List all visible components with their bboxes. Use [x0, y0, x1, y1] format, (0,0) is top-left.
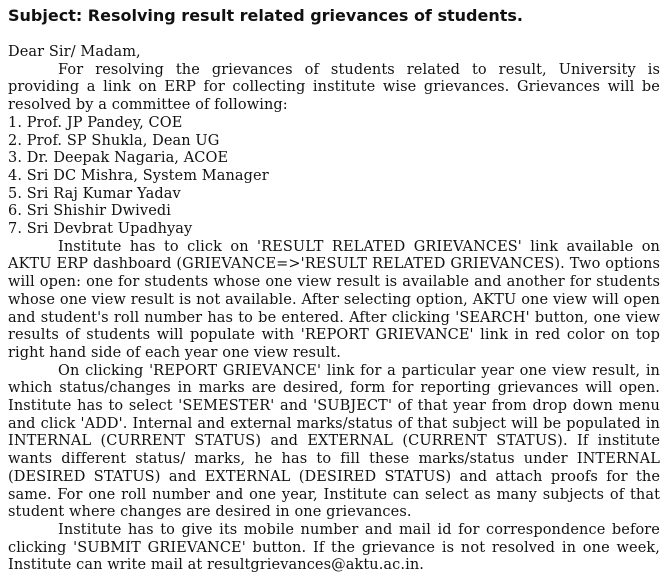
committee-member: 7. Sri Devbrat Upadhyay: [8, 221, 193, 238]
instructions-paragraph-3: Institute has to give its mobile number and mail id for correspondence before clicking 'SUBMIT GRIEVANCE' button. If the grievance is not resolved in one week, Institute can write mail at resultgrievances@aktu.ac.in.: [8, 521, 660, 574]
committee-member: 1. Prof. JP Pandey, COE: [8, 114, 183, 131]
committee-list: [8, 115, 660, 239]
committee-member: 6. Sri Shishir Dwivedi: [8, 203, 171, 220]
salutation: Dear Sir/ Madam,: [8, 44, 141, 60]
committee-member: 2. Prof. SP Shukla, Dean UG: [8, 132, 220, 149]
letter-body: [8, 44, 660, 575]
committee-member: 5. Sri Raj Kumar Yadav: [8, 185, 181, 202]
committee-member: 4. Sri DC Mishra, System Manager: [8, 167, 269, 184]
intro-paragraph: For resolving the grievances of students related to result, University is providing a link on ERP for collecting institute wise grievances. Grievances will be resolved by a committee of following:: [8, 61, 660, 114]
instructions-paragraph-2: On clicking 'REPORT GRIEVANCE' link for a particular year one view result, in which status/changes in marks are desired, form for reporting grievances will open. Institute has to select 'SEMESTER' and 'SUBJECT' of that year from drop down menu and click 'ADD'. Internal and external marks/status of that subject will be populated in INTERNAL (CURRENT STATUS) and EXTERNAL (CURRENT STATUS). If institute wants different status/ marks, he has to fill these marks/status under INTERNAL (DESIRED STATUS) and EXTERNAL (DESIRED STATUS) and attach proofs for the same. For one roll number and one year, Institute can select as many subjects of that student where changes are desired in one grievances.: [8, 362, 660, 521]
instructions-paragraph-1: Institute has to click on 'RESULT RELATED GRIEVANCES' link available on AKTU ERP dashboard (GRIEVANCE=>'RESULT RELATED GRIEVANCES). Two options will open: one for students whose one view result is available and another for students whose one view result is not available. After selecting option, AKTU one view will open and student's roll number has to be entered. After clicking 'SEARCH' button, one view results of students will populate with 'REPORT GRIEVANCE' link in red color on top right hand side of each year one view result.: [8, 238, 660, 361]
committee-member: 3. Dr. Deepak Nagaria, ACOE: [8, 150, 229, 167]
subject-line: Subject: Resolving result related grievances of students.: [8, 6, 523, 25]
